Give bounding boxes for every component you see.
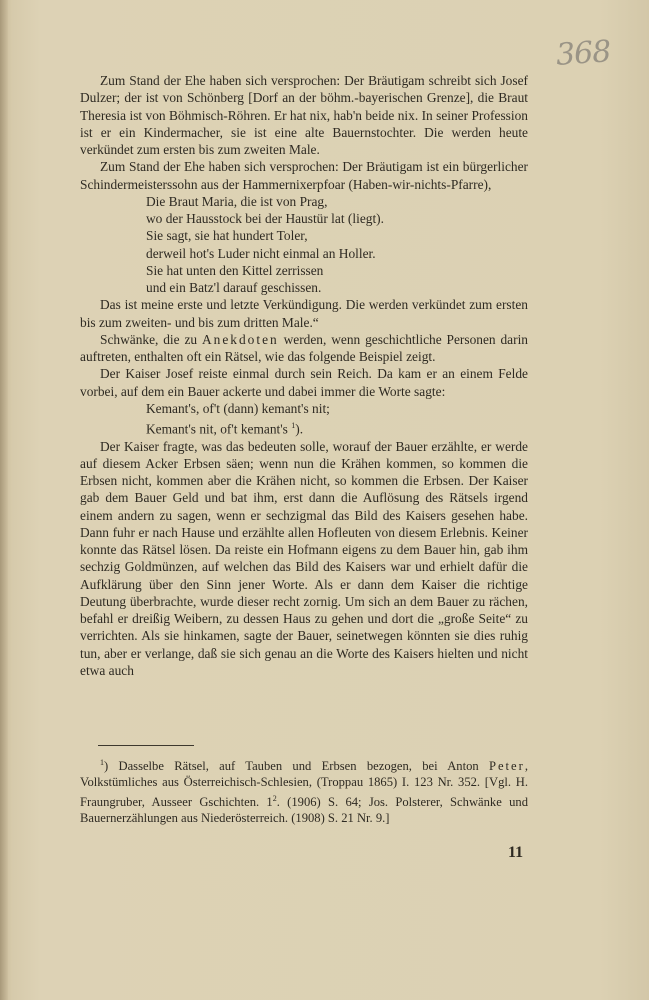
footnote-mark: 1 [100, 758, 104, 767]
paragraph-announcement-2: Zum Stand der Ehe haben sich versprochen: Der Bräutigam ist ein bürgerlicher Schindermeisterssohn aus der Hammernixerpfoar (Haben-wir-nichts-Pfarre), [80, 159, 528, 192]
footnotes [80, 755, 528, 826]
verse-line: Sie hat unten den Kittel zerrissen [146, 262, 324, 278]
page-gutter-shadow [0, 0, 8, 1000]
verse-line [146, 417, 528, 438]
verse-line: und ein Batz'l darauf geschissen. [146, 280, 322, 295]
verse-line: Die Braut Maria, die ist von Prag, [146, 193, 328, 209]
verse-block-1 [146, 193, 528, 297]
spaced-term: Peter [488, 759, 525, 774]
paragraph-kaiser-2: Der Kaiser fragte, was das bedeuten solle, worauf der Bauer erzählte, er werde auf diesem Acker Erbsen säen; wenn nun die Krähen kommen, so kommen die Erbsen nicht, kommen aber die Krähen nicht, so kommen die Erbsen. Der Kaiser gab dem Bauer Geld und bat ihm, erst dann die Auflösung des Rätsels irgend einem andern zu sagen, wenn er sechzigmal das Bild des Kaisers gesehen habe. Dann fuhr er nach Hause und erzählte allen Hofleuten von diesem Erlebnis. Keiner konnte das Rätsel lösen. Da reiste ein Hofmann eigens zu dem Bauer hin, gab ihm sechzig Goldmünzen, auf welchen das Bild des Kaisers war und erhielt dafür die Aufklärung über den Sinn jener Worte. Als er dann dem Kaiser die richtige Deutung überbrachte, wurde dieser recht zornig. Um sich an dem Bauer zu rächen, befahl er dreißig Weibern, zu dessen Haus zu gehen und dort die „große Seite“ zu verrichten. Als sie hinkamen, sagte der Bauer, seinetwegen könnten sie dies ruhig tun, aber er verlange, daß sie sich genau an die Worte des Kaisers hielten und nicht etwa auch [80, 438, 528, 678]
verse-line: derweil hot's Luder nicht einmal an Holler. [146, 245, 376, 261]
text-run: ) [104, 759, 119, 774]
paragraph-anecdotes [80, 331, 528, 366]
footnote-reference: 1 [291, 421, 296, 430]
verse-line: Kemant's, of't (dann) kemant's nit; [146, 400, 330, 416]
handwritten-folio-number: 368 [554, 34, 612, 73]
footnote-rule [98, 745, 194, 746]
edition-superscript: 2 [272, 793, 277, 803]
main-text [80, 72, 528, 679]
paragraph-announcement-1: Zum Stand der Ehe haben sich versprochen: Der Bräutigam schreibt sich Josef Dulzer; der ist von Schönberg [Dorf an der böhm.-bayerischen Grenze], die Braut Theresia ist von Böhmisch-Röhren. Er hat nix, hab'n beide nix. In seiner Profession ist er ein Kindermacher, sie ist eine alte Bauernstochter. Die werden heute verkündet zum ersten bis zum zweiten Male. [80, 73, 528, 157]
text-run: Kemant's nit, of't kemant's [146, 421, 288, 437]
text-run: . (1906) S. 64; Jos. Polsterer, Schwänke und Bauernerzählungen aus Niederösterreich. (1908) S. 21 Nr. 9.] [80, 794, 528, 826]
paragraph-closing: Das ist meine erste und letzte Verkündigung. Die werden verkündet zum ersten bis zum zweiten- und bis zum dritten Male.“ [80, 297, 528, 330]
footnote-1 [80, 755, 528, 826]
text-run: Schwänke, die zu [100, 331, 202, 347]
text-run: werden, wenn geschichtliche Personen darin auftreten, enthalten oft ein Rätsel, wie das folgende Beispiel zeigt. [80, 331, 528, 364]
paragraph-kaiser-1: Der Kaiser Josef reiste einmal durch sein Reich. Da kam er an einem Felde vorbei, auf dem ein Bauer ackerte und dabei immer die Worte sagte: [80, 366, 528, 399]
spaced-term: Anekdoten [201, 331, 279, 347]
text-run: ). [295, 421, 304, 437]
verse-line: wo der Hausstock bei der Haustür lat (liegt). [146, 211, 384, 226]
verse-line: Sie sagt, sie hat hundert Toler, [146, 228, 308, 244]
text-run: , Volkstümliches aus Österreichisch-Schlesien, (Troppau 1865) I. 123 Nr. 352. [Vgl. H. Fraungruber, Ausseer Gschichten. 1 [80, 759, 528, 809]
page-number: 11 [508, 844, 524, 861]
verse-block-2 [146, 400, 528, 438]
text-run: Dasselbe Rätsel, auf Tauben und Erbsen bezogen, bei Anton [118, 759, 489, 774]
